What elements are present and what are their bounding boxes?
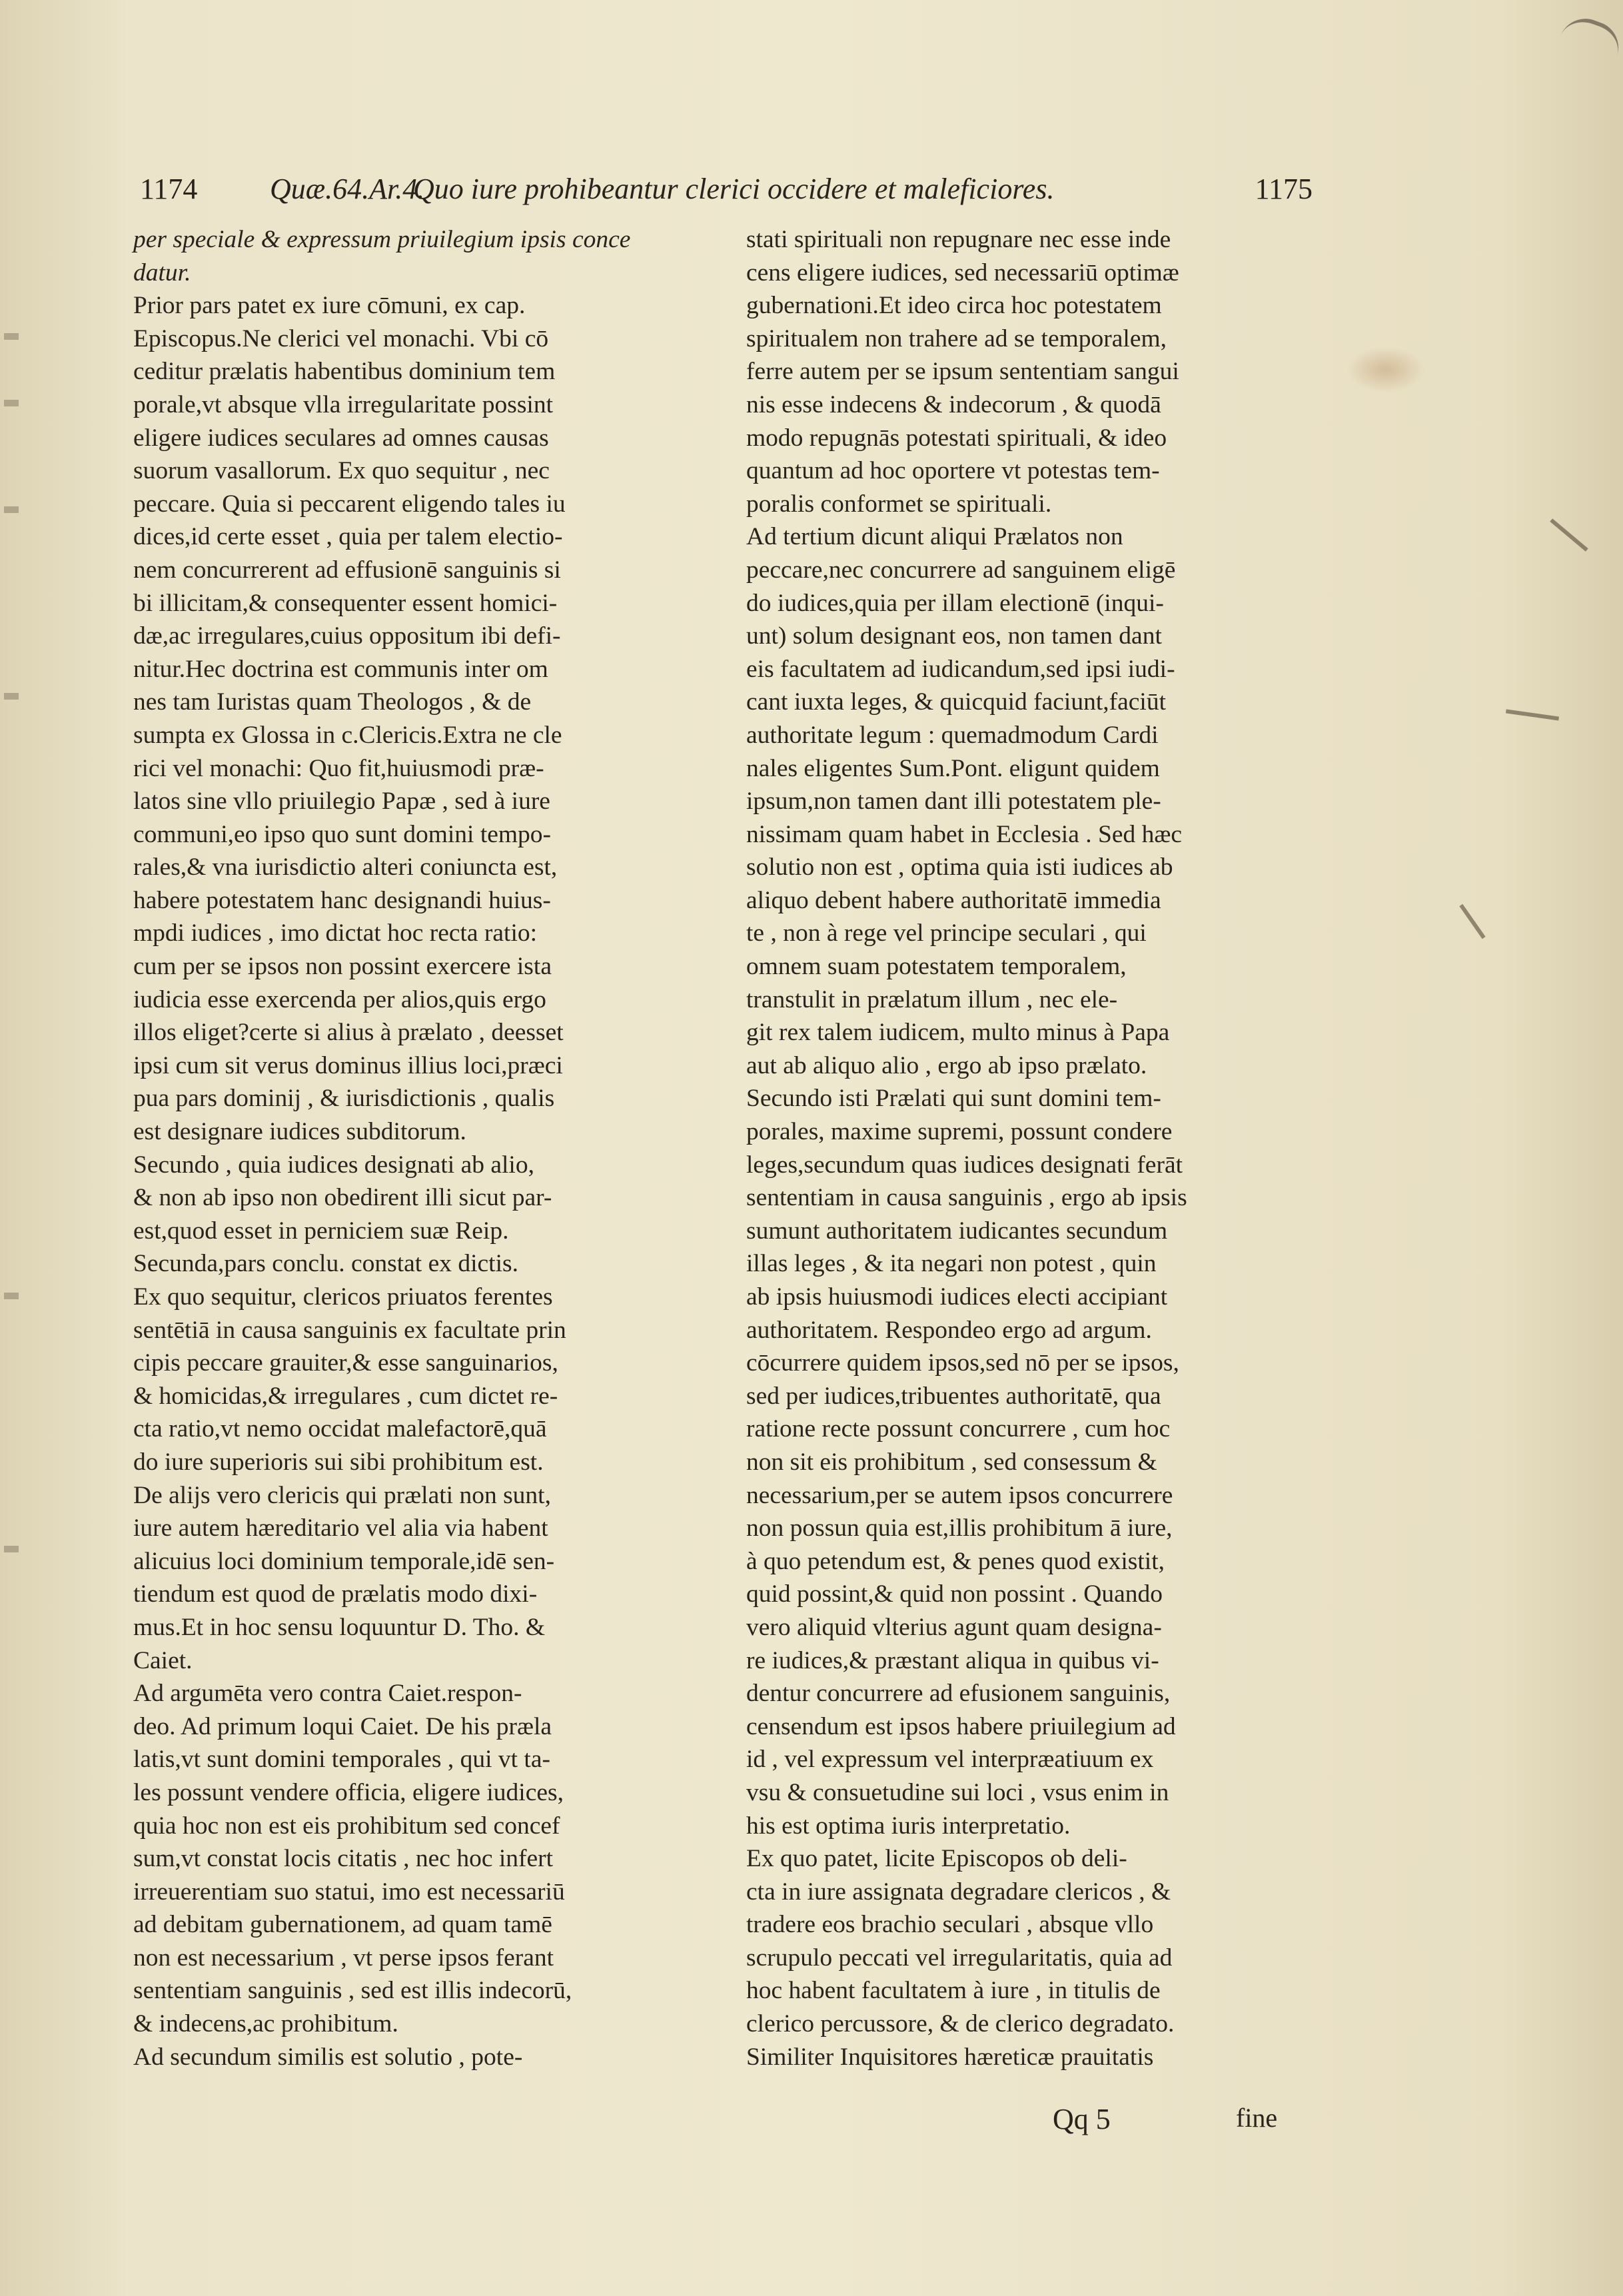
text-line: Similiter Inquisitores hæreticæ prauitatis — [746, 2043, 1154, 2071]
text-line: Ad tertium dicunt aliqui Prælatos non — [746, 523, 1123, 551]
text-line: tiendum est quod de prælatis modo dixi- — [133, 1580, 538, 1608]
text-line: latos sine vllo priuilegio Papæ , sed à iure — [133, 788, 550, 816]
text-line: spiritualem non trahere ad se temporalem, — [746, 324, 1167, 352]
text-line: & indecens,ac prohibitum. — [133, 2010, 398, 2038]
text-line: authoritate legum : quemadmodum Cardi — [746, 721, 1159, 749]
text-line: nis esse indecens & indecorum , & quodā — [746, 390, 1161, 418]
text-line: do iure superioris sui sibi prohibitum est. — [133, 1448, 544, 1476]
text-line: transtulit in prælatum illum , nec ele- — [746, 985, 1118, 1013]
text-line: est,quod esset in perniciem suæ Reip. — [133, 1217, 509, 1245]
text-line: Ad argumēta vero contra Caiet.respon- — [133, 1680, 522, 1708]
text-line: cōcurrere quidem ipsos,sed nō per se ipsos, — [746, 1349, 1179, 1377]
text-line: quid possint,& quid non possint . Quando — [746, 1580, 1163, 1608]
text-line: habere potestatem hanc designandi huius- — [133, 886, 551, 914]
running-title: Quo iure prohibeantur clerici occidere et maleficiores. — [413, 173, 1055, 205]
text-line: iure autem hæreditario vel alia via habent — [133, 1514, 548, 1542]
text-line: Secundo isti Prælati qui sunt domini tem- — [746, 1085, 1161, 1113]
text-line: censendum est ipsos habere priuilegium ad — [746, 1712, 1176, 1740]
bleed-through-mark — [4, 1293, 19, 1299]
text-line: vero aliquid vlterius agunt quam designa- — [746, 1613, 1162, 1641]
text-line: communi,eo ipso quo sunt domini tempo- — [133, 820, 552, 848]
section-reference: Quæ.64.Ar.4. — [270, 173, 425, 205]
page-number-left: 1174 — [140, 173, 198, 205]
text-line: latis,vt sunt domini temporales , qui vt ta- — [133, 1746, 550, 1774]
text-line: Episcopus.Ne clerici vel monachi. Vbi cō — [133, 324, 549, 352]
text-line: rales,& vna iurisdictio alteri coniuncta est, — [133, 854, 558, 881]
text-line: nem concurrerent ad effusionē sanguinis si — [133, 556, 561, 584]
text-line: & homicidas,& irregulares , cum dictet re- — [133, 1382, 558, 1410]
text-line: dentur concurrere ad efusionem sanguinis, — [746, 1680, 1171, 1708]
text-line: iudicia esse exercenda per alios,quis ergo — [133, 985, 546, 1013]
text-line: vsu & consuetudine sui loci , vsus enim in — [746, 1778, 1169, 1806]
page-number-right: 1175 — [1255, 173, 1313, 205]
text-line: aliquo debent habere authoritatē immedia — [746, 886, 1161, 914]
text-line: alicuius loci dominium temporale,idē sen- — [133, 1547, 555, 1575]
text-line: sentētiā in causa sanguinis ex facultate prin — [133, 1316, 566, 1344]
text-line: suorum vasallorum. Ex quo sequitur , nec — [133, 457, 550, 485]
text-line: irreuerentiam suo statui, imo est necessariū — [133, 1878, 565, 1906]
text-line: non possun quia est,illis prohibitum ā iure, — [746, 1514, 1173, 1542]
text-line: mus.Et in hoc sensu loquuntur D. Tho. & — [133, 1613, 546, 1641]
text-line: Secundo , quia iudices designati ab alio, — [133, 1151, 534, 1179]
text-line: eis facultatem ad iudicandum,sed ipsi iudi- — [746, 655, 1175, 683]
bleed-through-mark — [4, 506, 19, 513]
text-line: quia hoc non est eis prohibitum sed concef — [133, 1812, 560, 1840]
text-line: rici vel monachi: Quo fit,huiusmodi præ- — [133, 754, 544, 782]
text-line: ab ipsis huiusmodi iudices electi accipiant — [746, 1283, 1168, 1311]
text-line: hoc habent facultatem à iure , in titulis de — [746, 1977, 1161, 2005]
text-line: illos eliget?certe si alius à prælato , deesset — [133, 1019, 564, 1047]
text-line: solutio non est , optima quia isti iudices ab — [746, 854, 1173, 881]
text-line: & non ab ipso non obedirent illi sicut par- — [133, 1184, 552, 1212]
margin-mark — [1550, 518, 1588, 552]
text-line: non sit eis prohibitum , sed consessum & — [746, 1448, 1157, 1476]
text-line: est designare iudices subditorum. — [133, 1118, 466, 1146]
text-line: git rex talem iudicem, multo minus à Papa — [746, 1019, 1170, 1047]
text-line: cta in iure assignata degradare clericos , & — [746, 1878, 1171, 1906]
text-line: sum,vt constat locis citatis , nec hoc infert — [133, 1845, 554, 1873]
text-line: De alijs vero clericis qui prælati non sunt, — [133, 1481, 551, 1509]
text-line: sumpta ex Glossa in c.Clericis.Extra ne cle — [133, 721, 562, 749]
ink-mark — [1552, 11, 1623, 79]
text-line: id , vel expressum vel interpræatiuum ex — [746, 1746, 1154, 1774]
right-text-column — [746, 223, 1299, 2073]
text-line: clerico percussore, & de clerico degradato. — [746, 2010, 1175, 2038]
text-line: ad debitam gubernationem, ad quam tamē — [133, 1911, 552, 1939]
margin-mark — [1459, 904, 1485, 939]
text-line: dices,id certe esset , quia per talem electio- — [133, 523, 563, 551]
text-line: Ex quo sequitur, clericos priuatos ferentes — [133, 1283, 553, 1311]
bleed-through-mark — [4, 400, 19, 406]
text-line: mpdi iudices , imo dictat hoc recta ratio: — [133, 919, 538, 947]
bleed-through-mark — [4, 693, 19, 700]
running-header — [140, 172, 1313, 212]
text-line: poralis conformet se spirituali. — [746, 490, 1052, 518]
text-line: Prior pars patet ex iure cōmuni, ex cap. — [133, 292, 526, 320]
paper-stain — [1346, 346, 1426, 393]
text-line: per speciale & expressum priuilegium ipsis conce — [133, 226, 631, 253]
text-line: aut ab aliquo alio , ergo ab ipso prælato. — [746, 1051, 1147, 1079]
text-line: dæ,ac irregulares,cuius oppositum ibi defi- — [133, 622, 561, 650]
text-line: datur. — [133, 259, 191, 287]
text-line: te , non à rege vel principe seculari , qui — [746, 919, 1147, 947]
text-line: eligere iudices seculares ad omnes causas — [133, 424, 549, 452]
text-line: Secunda,pars conclu. constat ex dictis. — [133, 1250, 518, 1278]
text-line: cipis peccare grauiter,& esse sanguinarios, — [133, 1349, 558, 1377]
text-line: modo repugnās potestati spirituali, & ideo — [746, 424, 1167, 452]
text-line: scrupulo peccati vel irregularitatis, quia ad — [746, 1944, 1173, 1972]
text-line: sententiam sanguinis , sed est illis indecorū, — [133, 1977, 572, 2005]
text-line: Caiet. — [133, 1646, 193, 1674]
text-line: sumunt authoritatem iudicantes secundum — [746, 1217, 1168, 1245]
text-line: tradere eos brachio seculari , absque vllo — [746, 1911, 1154, 1939]
text-line: non est necessarium , vt perse ipsos ferant — [133, 1944, 554, 1972]
text-line: stati spirituali non repugnare nec esse inde — [746, 226, 1171, 253]
text-line: nitur.Hec doctrina est communis inter om — [133, 655, 548, 683]
text-line: à quo petendum est, & penes quod existit, — [746, 1547, 1165, 1575]
bleed-through-mark — [4, 333, 19, 340]
text-line: cum per se ipsos non possint exercere ista — [133, 953, 552, 981]
text-line: les possunt vendere officia, eligere iudices, — [133, 1778, 564, 1806]
text-line: porales, maxime supremi, possunt condere — [746, 1118, 1173, 1146]
text-line: peccare,nec concurrere ad sanguinem eligē — [746, 556, 1176, 584]
bleed-through-mark — [4, 1546, 19, 1552]
text-line: ipsum,non tamen dant illi potestatem ple- — [746, 788, 1161, 816]
text-line: porale,vt absque vlla irregularitate possint — [133, 390, 554, 418]
text-line: deo. Ad primum loqui Caiet. De his præla — [133, 1712, 552, 1740]
text-line: ipsi cum sit verus dominus illius loci,præci — [133, 1051, 563, 1079]
text-line: illas leges , & ita negari non potest , quin — [746, 1250, 1157, 1278]
text-line: cta ratio,vt nemo occidat malefactorē,quā — [133, 1415, 547, 1443]
text-line: nes tam Iuristas quam Theologos , & de — [133, 688, 532, 716]
text-line: ratione recte possunt concurrere , cum hoc — [746, 1415, 1171, 1443]
text-line: ceditur prælatis habentibus dominium tem — [133, 358, 556, 386]
text-line: sed per iudices,tribuentes authoritatē, qua — [746, 1382, 1161, 1410]
catchword: fine — [1236, 2103, 1278, 2133]
text-line: Ad secundum similis est solutio , pote- — [133, 2043, 523, 2071]
text-line: cant iuxta leges, & quicquid faciunt,faciūt — [746, 688, 1166, 716]
text-line: re iudices,& præstant aliqua in quibus vi- — [746, 1646, 1159, 1674]
text-line: nales eligentes Sum.Pont. eligunt quidem — [746, 754, 1160, 782]
text-line: ferre autem per se ipsum sententiam sangui — [746, 358, 1179, 386]
text-line: cens eligere iudices, sed necessariū optimæ — [746, 259, 1179, 287]
text-line: necessarium,per se autem ipsos concurrere — [746, 1481, 1173, 1509]
signature-mark: Qq 5 — [1053, 2103, 1111, 2135]
text-line: his est optima iuris interpretatio. — [746, 1812, 1071, 1840]
text-line: leges,secundum quas iudices designati ferāt — [746, 1151, 1183, 1179]
text-line: sententiam in causa sanguinis , ergo ab ipsis — [746, 1184, 1187, 1212]
left-text-column — [133, 223, 686, 2073]
text-line: authoritatem. Respondeo ergo ad argum. — [746, 1316, 1152, 1344]
text-line: Ex quo patet, licite Episcopos ob deli- — [746, 1845, 1127, 1873]
text-line: pua pars dominij , & iurisdictionis , qualis — [133, 1085, 555, 1113]
margin-mark — [1506, 709, 1559, 720]
text-line: quantum ad hoc oportere vt potestas tem- — [746, 457, 1160, 485]
text-line: nissimam quam habet in Ecclesia . Sed hæc — [746, 820, 1183, 848]
text-line: gubernationi.Et ideo circa hoc potestatem — [746, 292, 1162, 320]
text-line: omnem suam potestatem temporalem, — [746, 953, 1127, 981]
text-line: do iudices,quia per illam electionē (inqui- — [746, 589, 1164, 617]
text-line: unt) solum designant eos, non tamen dant — [746, 622, 1162, 650]
text-line: peccare. Quia si peccarent eligendo tales iu — [133, 490, 566, 518]
text-line: bi illicitam,& consequenter essent homici- — [133, 589, 558, 617]
